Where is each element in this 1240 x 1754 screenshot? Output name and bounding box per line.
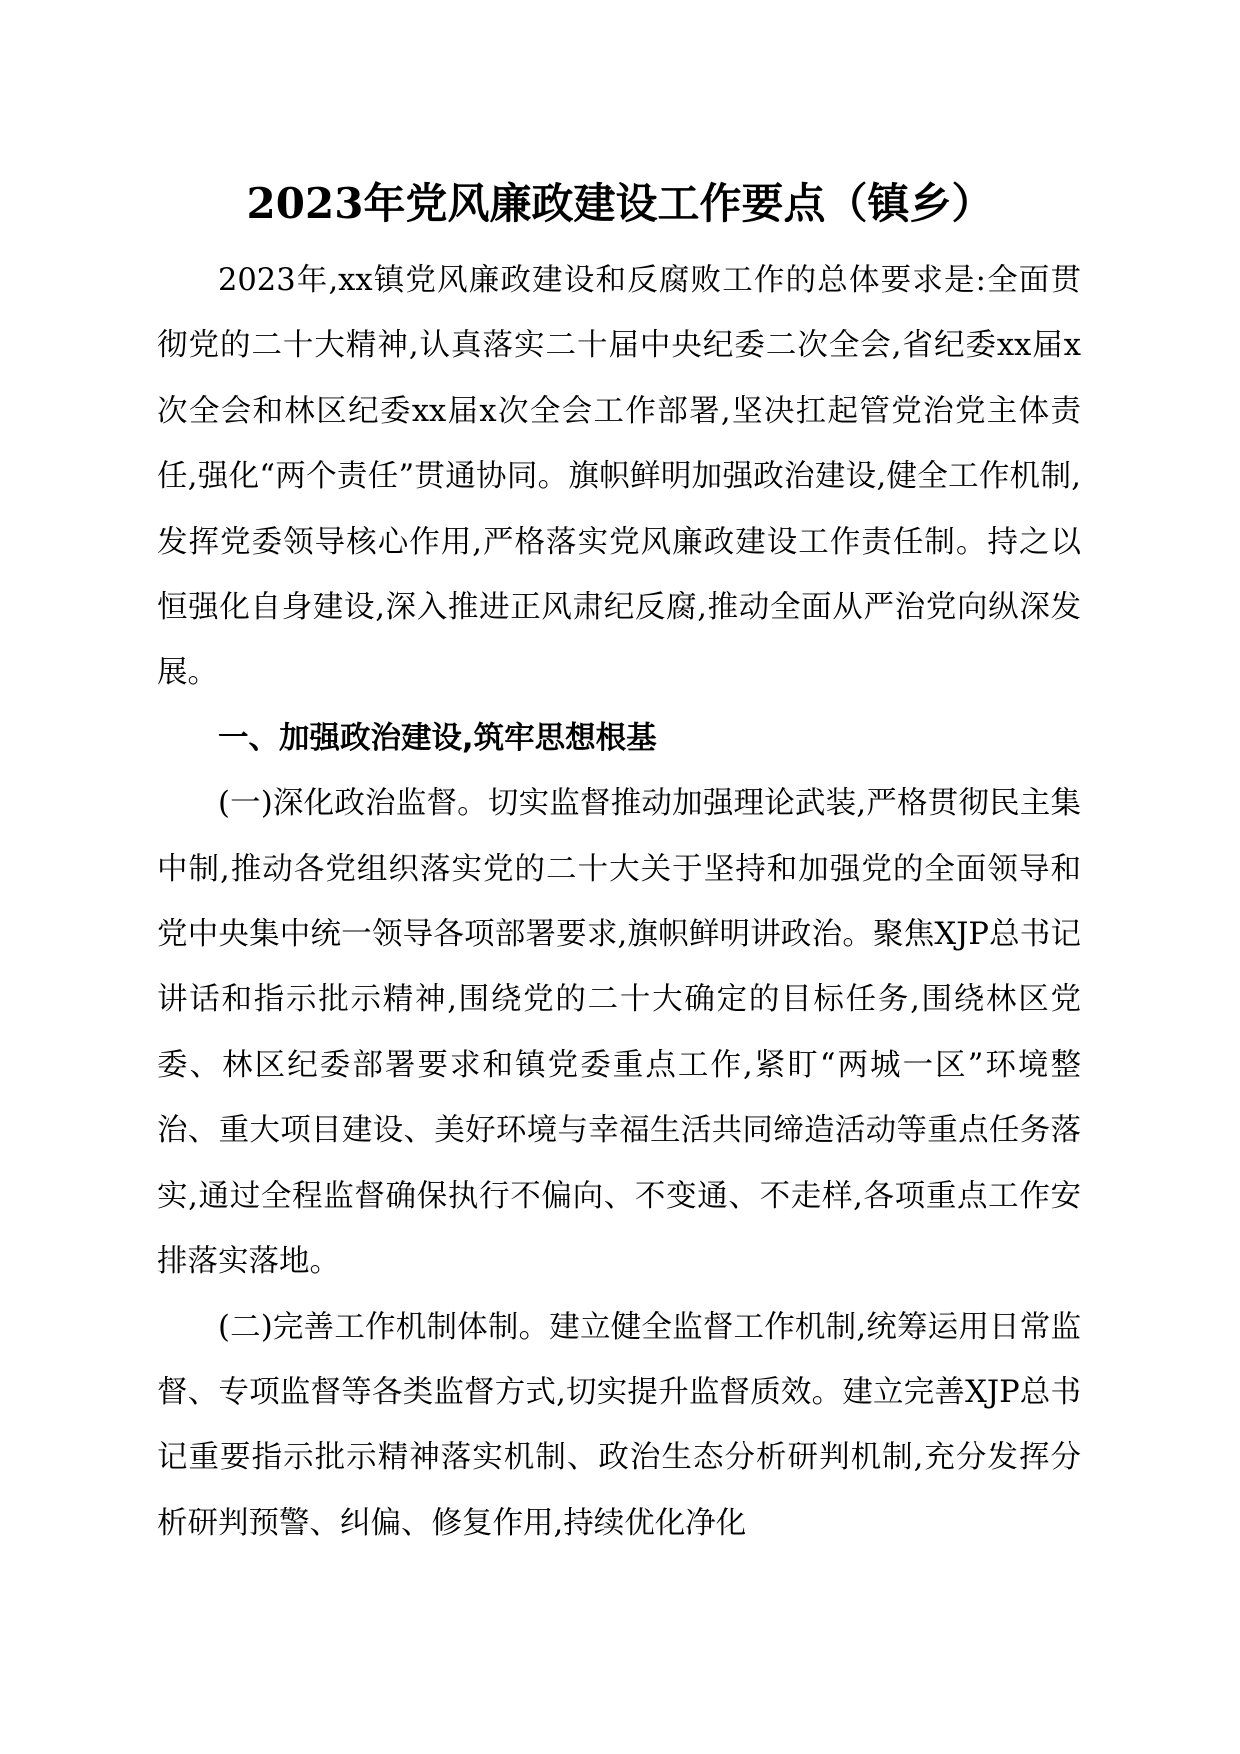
paragraph-political-supervision: (一)深化政治监督。切实监督推动加强理论武装,严格贯彻民主集中制,推动各党组织落实党的二十大关于坚持和加强党的全面领导和党中央集中统一领导各项部署要求,旗帜鲜明讲政治。聚焦XJP总书记讲话和指示批示精神,围绕党的二十大确定的目标任务,围绕林区党委、林区纪委部署要求和镇党委重点工作,紧盯“两城一区”环境整治、重大项目建设、美好环境与幸福生活共同缔造活动等重点任务落实,通过全程监督确保执行不偏向、不变通、不走样,各项重点工作安排落实落地。	[157, 786, 1081, 1280]
document-body	[157, 248, 1081, 1556]
paragraph-work-mechanism: (二)完善工作机制体制。建立健全监督工作机制,统筹运用日常监督、专项监督等各类监督方式,切实提升监督质效。建立完善XJP总书记重要指示批示精神落实机制、政治生态分析研判机制,充分发挥分析研判预警、纠偏、修复作用,持续优化净化	[157, 1309, 1081, 1541]
intro-paragraph: 2023年,xx镇党风廉政建设和反腐败工作的总体要求是:全面贯彻党的二十大精神,认真落实二十届中央纪委二次全会,省纪委xx届x次全会和林区纪委xx届x次全会工作部署,坚决扛起管党治党主体责任,强化“两个责任”贯通协同。旗帜鲜明加强政治建设,健全工作机制,发挥党委领导核心作用,严格落实党风廉政建设工作责任制。持之以恒强化自身建设,深入推进正风肃纪反腐,推动全面从严治党向纵深发展。	[157, 263, 1081, 691]
section-heading-1: 一、加强政治建设,筑牢思想根基	[218, 720, 657, 756]
document-title: 2023年党风廉政建设工作要点（镇乡）	[246, 179, 994, 228]
